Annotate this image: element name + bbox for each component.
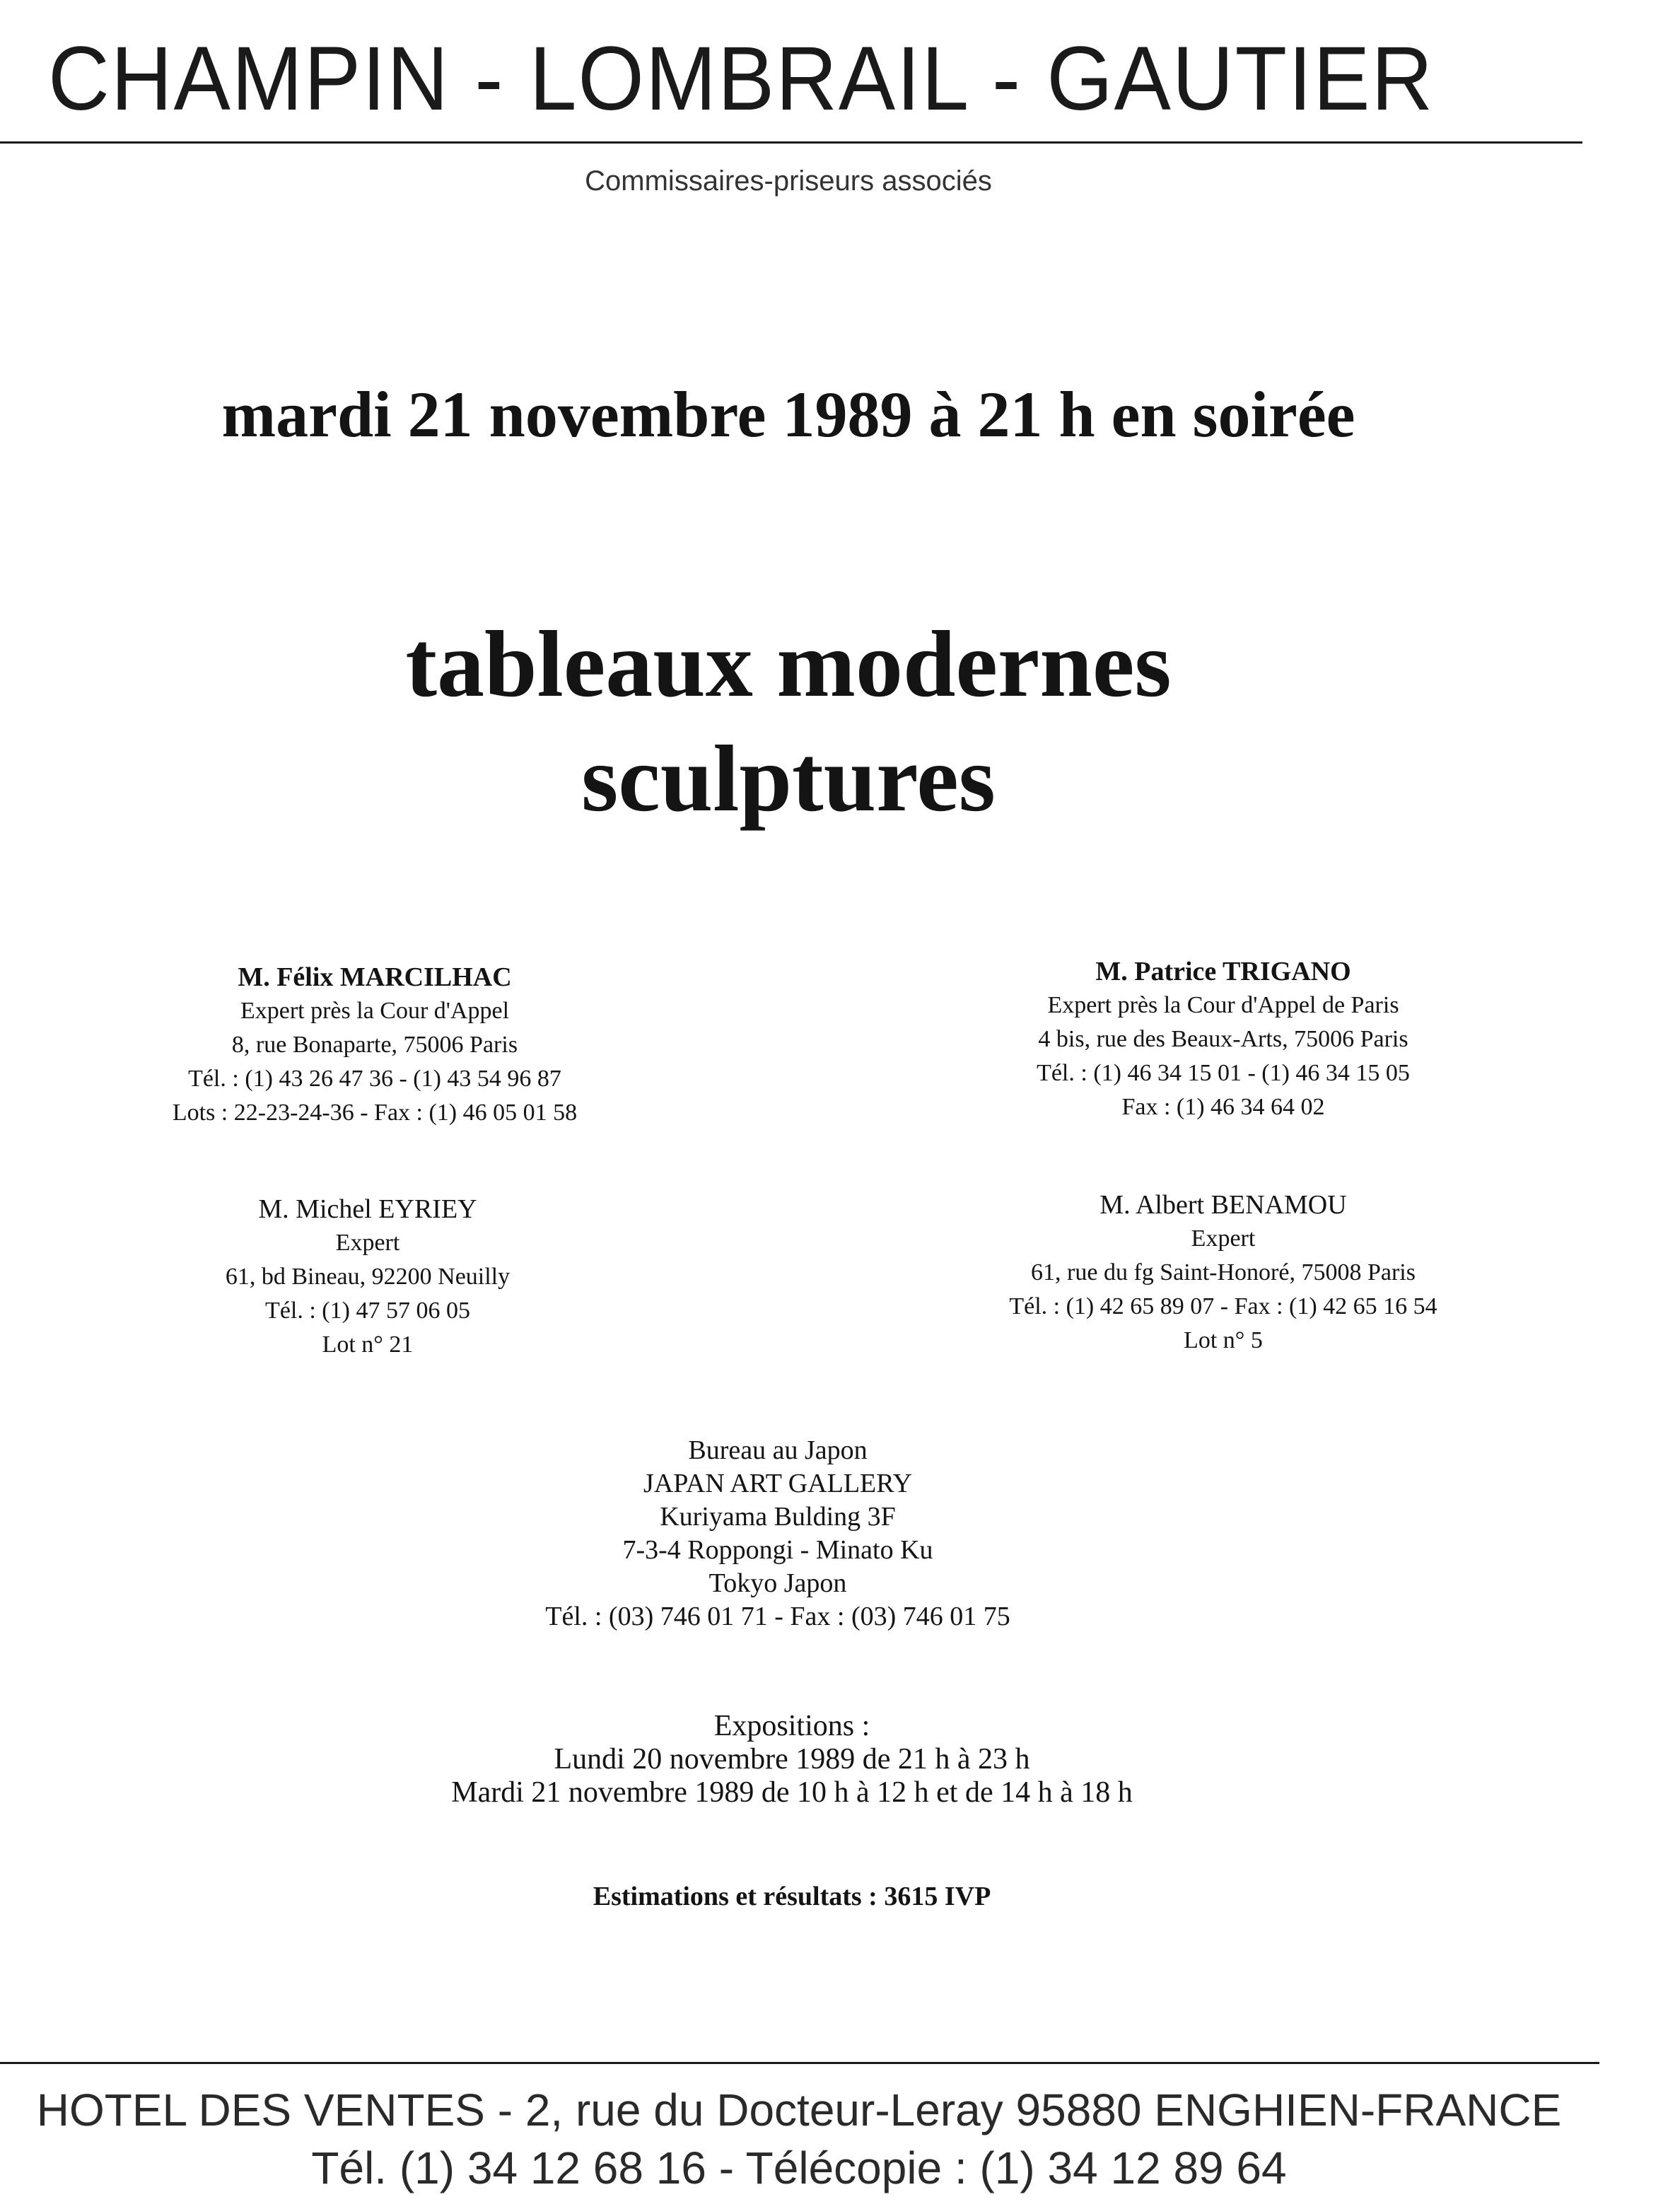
- header-rule: [0, 141, 1582, 144]
- expositions-heading: Expositions :: [713, 1710, 870, 1742]
- expert-eyriey: [127, 1192, 608, 1362]
- expert-line: Expert près la Cour d'Appel de Paris: [1047, 992, 1399, 1018]
- exposition-date: Mardi 21 novembre 1989 de 10 h à 12 h et de 14 h à 18 h: [451, 1776, 1133, 1809]
- japan-office-line: 7-3-4 Roppongi - Minato Ku: [622, 1535, 933, 1565]
- expert-benamou: [955, 1188, 1492, 1358]
- sale-title: [0, 607, 1577, 836]
- expert-name: M. Albert BENAMOU: [1099, 1190, 1347, 1220]
- expert-line: Lot n° 5: [1184, 1327, 1263, 1353]
- expert-marcilhac: [127, 960, 622, 1130]
- japan-office-line: JAPAN ART GALLERY: [643, 1469, 912, 1498]
- exposition-date: Lundi 20 novembre 1989 de 21 h à 23 h: [554, 1743, 1030, 1776]
- sale-title-line-2: sculptures: [581, 726, 996, 831]
- expert-name: M. Michel EYRIEY: [258, 1194, 477, 1224]
- expert-line: Expert: [335, 1230, 400, 1256]
- expert-line: Tél. : (1) 46 34 15 01 - (1) 46 34 15 05: [1037, 1060, 1410, 1086]
- expert-line: 4 bis, rue des Beaux-Arts, 75006 Paris: [1038, 1026, 1408, 1052]
- expert-name: M. Félix MARCILHAC: [238, 962, 512, 992]
- expert-line: Tél. : (1) 42 65 89 07 - Fax : (1) 42 65 16 54: [1009, 1293, 1437, 1319]
- footer-address: HOTEL DES VENTES - 2, rue du Docteur-Leray 95880 ENGHIEN-FRANCE: [36, 2085, 1562, 2135]
- japan-office-line: Tél. : (03) 746 01 71 - Fax : (03) 746 01 75: [545, 1602, 1010, 1631]
- expert-line: 61, bd Bineau, 92200 Neuilly: [225, 1264, 511, 1290]
- expert-line: Fax : (1) 46 34 64 02: [1121, 1094, 1325, 1120]
- expert-line: Expert près la Cour d'Appel: [240, 998, 510, 1024]
- expert-line: 61, rue du fg Saint-Honoré, 75008 Paris: [1031, 1259, 1416, 1286]
- firm-name: CHAMPIN - LOMBRAIL - GAUTIER: [48, 28, 1435, 129]
- expert-line: Expert: [1191, 1225, 1256, 1252]
- expert-line: Tél. : (1) 47 57 06 05: [265, 1298, 470, 1324]
- expert-line: Lots : 22-23-24-36 - Fax : (1) 46 05 01 58: [172, 1100, 578, 1126]
- expert-line: 8, rue Bonaparte, 75006 Paris: [231, 1032, 518, 1058]
- japan-office: [438, 1434, 1117, 1633]
- footer-phone: Tél. (1) 34 12 68 16 - Télécopie : (1) 34 12 89 64: [311, 2143, 1287, 2193]
- expert-name: M. Patrice TRIGANO: [1095, 957, 1351, 986]
- firm-subtitle: Commissaires-priseurs associés: [585, 165, 992, 197]
- expositions: [297, 1710, 1287, 1809]
- japan-office-line: Kuriyama Bulding 3F: [660, 1502, 896, 1532]
- footer-rule: [0, 2062, 1599, 2064]
- sale-title-line-1: tableaux modernes: [405, 612, 1172, 716]
- expert-line: Lot n° 21: [322, 1331, 414, 1358]
- japan-office-line: Bureau au Japon: [688, 1435, 868, 1465]
- expert-line: Tél. : (1) 43 26 47 36 - (1) 43 54 96 87: [188, 1066, 561, 1092]
- estimations: Estimations et résultats : 3615 IVP: [593, 1882, 991, 1911]
- sale-date: mardi 21 novembre 1989 à 21 h en soirée: [221, 378, 1355, 450]
- expert-trigano: [955, 955, 1492, 1124]
- japan-office-line: Tokyo Japon: [708, 1568, 847, 1598]
